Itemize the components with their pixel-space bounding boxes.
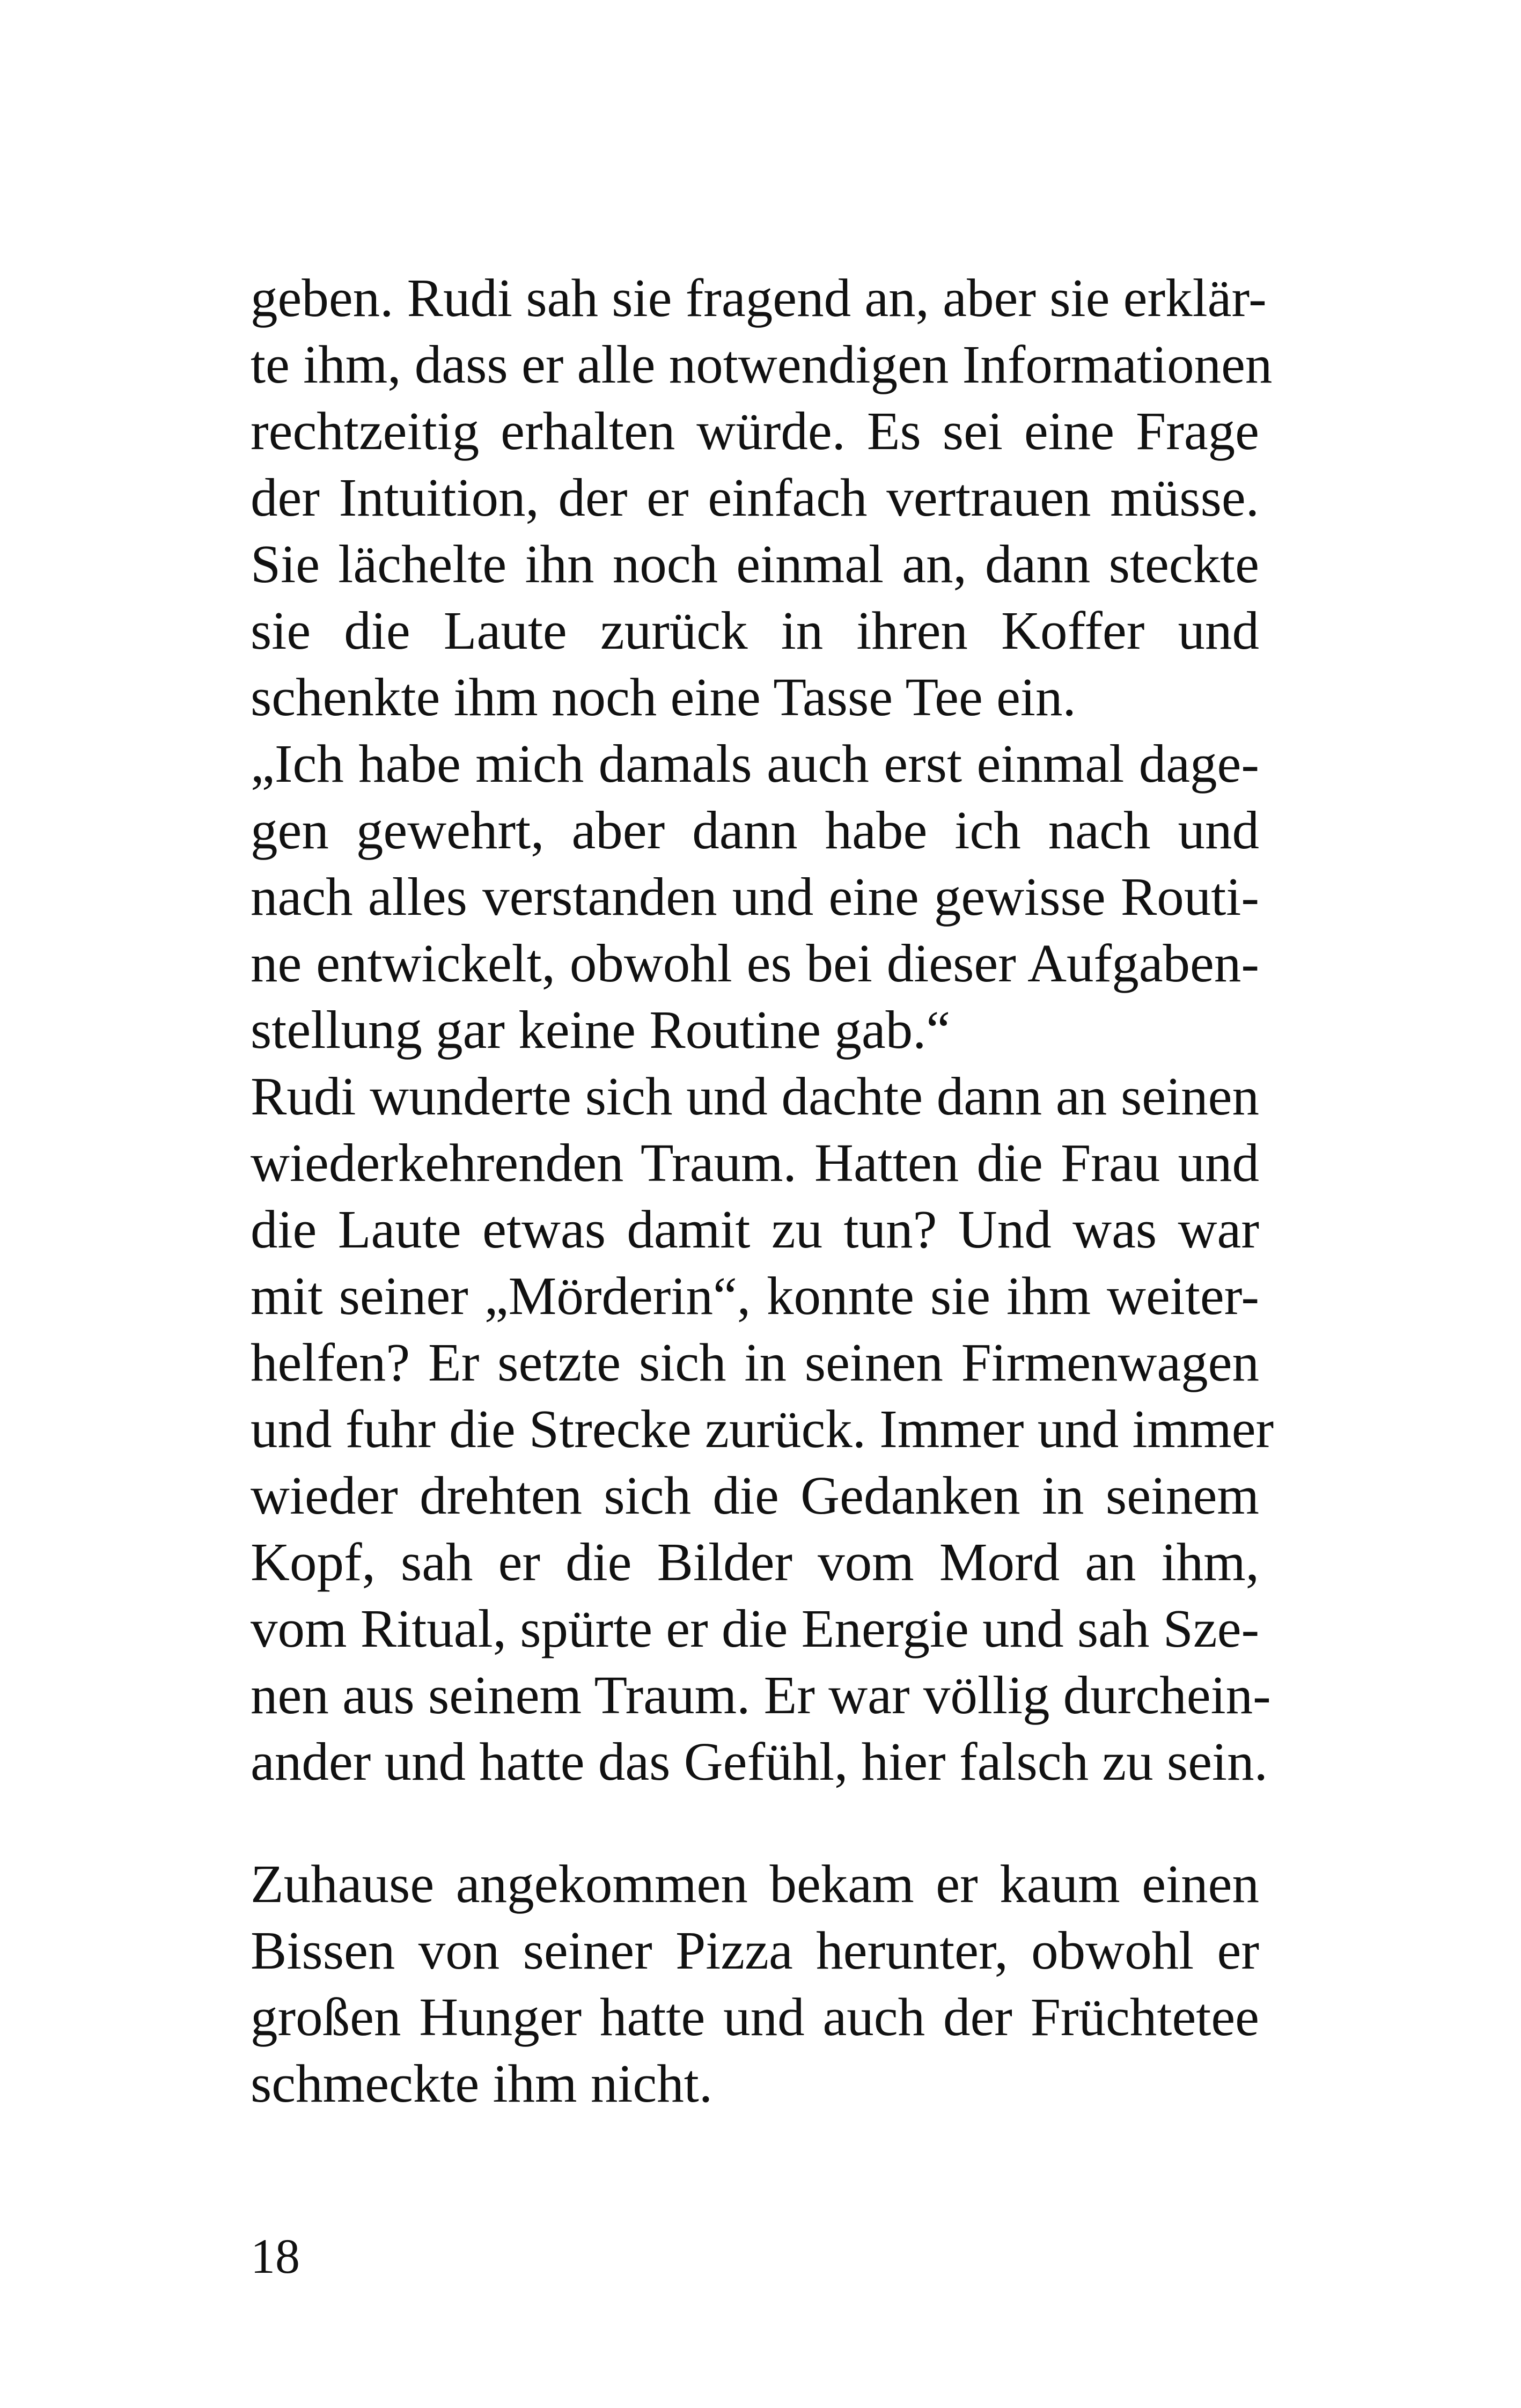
text-line: und fuhr die Strecke zurück. Immer und immer (251, 1399, 1274, 1459)
text-line: nach alles verstanden und eine gewisse Routi- (251, 867, 1259, 927)
text-line: Kopf, sah er die Bilder vom Mord an ihm, (251, 1532, 1259, 1592)
paragraph-block-1 (251, 265, 1274, 1795)
text-line: helfen? Er setzte sich in seinen Firmenwagen (251, 1332, 1259, 1392)
text-line: vom Ritual, spürte er die Energie und sah Sze- (251, 1598, 1260, 1658)
text-line: stellung gar keine Routine gab.“ (251, 1000, 951, 1060)
text-line: schenkte ihm noch eine Tasse Tee ein. (251, 667, 1076, 727)
text-line: der Intuition, der er einfach vertrauen müsse. (251, 467, 1259, 527)
text-line: die Laute etwas damit zu tun? Und was war (251, 1199, 1259, 1259)
text-line: geben. Rudi sah sie fragend an, aber sie erklär- (251, 268, 1267, 328)
text-line: großen Hunger hatte und auch der Früchtetee (251, 1987, 1259, 2047)
text-line: gen gewehrt, aber dann habe ich nach und (251, 800, 1259, 860)
page-number: 18 (251, 2229, 300, 2284)
text-line: wiederkehrenden Traum. Hatten die Frau und (251, 1133, 1259, 1193)
text-line: rechtzeitig erhalten würde. Es sei eine Frage (251, 401, 1259, 461)
text-line: Sie lächelte ihn noch einmal an, dann steckte (251, 534, 1259, 594)
text-line: Rudi wunderte sich und dachte dann an seinen (251, 1066, 1259, 1126)
text-line: ne entwickelt, obwohl es bei dieser Aufgaben- (251, 933, 1259, 993)
paragraph-block-2 (251, 1851, 1259, 2117)
text-line: ander und hatte das Gefühl, hier falsch zu sein. (251, 1731, 1268, 1792)
text-line: nen aus seinem Traum. Er war völlig durchein- (251, 1665, 1271, 1725)
text-line: te ihm, dass er alle notwendigen Informationen (251, 334, 1273, 394)
text-line: „Ich habe mich damals auch erst einmal dage- (251, 733, 1259, 794)
text-line: Bissen von seiner Pizza herunter, obwohl er (251, 1920, 1259, 1980)
text-line: schmeckte ihm nicht. (251, 2053, 713, 2113)
text-line: mit seiner „Mörderin“, konnte sie ihm weiter- (251, 1266, 1259, 1326)
text-line: wieder drehten sich die Gedanken in seinem (251, 1465, 1259, 1525)
text-line: Zuhause angekommen bekam er kaum einen (251, 1854, 1259, 1914)
text-line: sie die Laute zurück in ihren Koffer und (251, 600, 1259, 660)
